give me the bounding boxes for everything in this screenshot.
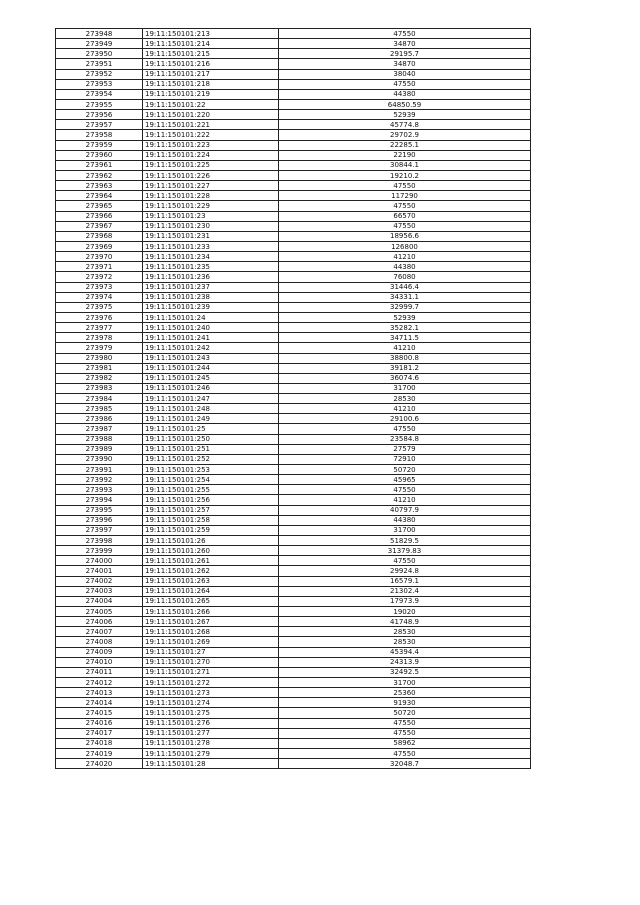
value-cell: 29702.9: [279, 130, 531, 140]
cadastral-number-cell: 19:11:150101:277: [143, 728, 279, 738]
value-cell: 72910: [279, 454, 531, 464]
value-cell: 29924.8: [279, 566, 531, 576]
row-number-cell: 274016: [56, 718, 143, 728]
row-number-cell: 274009: [56, 647, 143, 657]
cadastral-number-cell: 19:11:150101:220: [143, 110, 279, 120]
table-row: [56, 566, 531, 576]
cadastral-number-cell: 19:11:150101:236: [143, 272, 279, 282]
row-number-cell: 273950: [56, 49, 143, 59]
row-number-cell: 274019: [56, 748, 143, 758]
value-cell: 21302.4: [279, 586, 531, 596]
row-number-cell: 273999: [56, 546, 143, 556]
cadastral-number-cell: 19:11:150101:240: [143, 323, 279, 333]
table-row: [56, 525, 531, 535]
cadastral-number-cell: 19:11:150101:230: [143, 221, 279, 231]
cadastral-number-cell: 19:11:150101:270: [143, 657, 279, 667]
cadastral-number-cell: 19:11:150101:226: [143, 170, 279, 180]
table-row: [56, 596, 531, 606]
value-cell: 45394.4: [279, 647, 531, 657]
cadastral-number-cell: 19:11:150101:246: [143, 383, 279, 393]
table-row: [56, 49, 531, 59]
value-cell: 47550: [279, 718, 531, 728]
table-row: [56, 667, 531, 677]
table-row: [56, 485, 531, 495]
table-row: [56, 241, 531, 251]
table-row: [56, 333, 531, 343]
row-number-cell: 273962: [56, 170, 143, 180]
row-number-cell: 273975: [56, 302, 143, 312]
cadastral-number-cell: 19:11:150101:279: [143, 748, 279, 758]
row-number-cell: 273996: [56, 515, 143, 525]
table-row: [56, 211, 531, 221]
cadastral-number-cell: 19:11:150101:26: [143, 536, 279, 546]
value-cell: 28530: [279, 394, 531, 404]
cadastral-number-cell: 19:11:150101:273: [143, 688, 279, 698]
cadastral-number-cell: 19:11:150101:213: [143, 29, 279, 39]
value-cell: 40797.9: [279, 505, 531, 515]
table-row: [56, 688, 531, 698]
value-cell: 36074.6: [279, 373, 531, 383]
value-cell: 23584.8: [279, 434, 531, 444]
table-row: [56, 150, 531, 160]
table-row: [56, 312, 531, 322]
row-number-cell: 273973: [56, 282, 143, 292]
value-cell: 44380: [279, 89, 531, 99]
cadastral-number-cell: 19:11:150101:237: [143, 282, 279, 292]
cadastral-number-cell: 19:11:150101:252: [143, 454, 279, 464]
cadastral-number-cell: 19:11:150101:22: [143, 99, 279, 109]
row-number-cell: 273966: [56, 211, 143, 221]
table-row: [56, 718, 531, 728]
row-number-cell: 273988: [56, 434, 143, 444]
table-row: [56, 728, 531, 738]
row-number-cell: 273997: [56, 525, 143, 535]
value-cell: 34870: [279, 59, 531, 69]
table-row: [56, 221, 531, 231]
row-number-cell: 274018: [56, 738, 143, 748]
table-row: [56, 79, 531, 89]
value-cell: 76080: [279, 272, 531, 282]
table-row: [56, 353, 531, 363]
value-cell: 41210: [279, 252, 531, 262]
table-row: [56, 272, 531, 282]
cadastral-number-cell: 19:11:150101:217: [143, 69, 279, 79]
cadastral-number-cell: 19:11:150101:218: [143, 79, 279, 89]
table-row: [56, 292, 531, 302]
table-row: [56, 607, 531, 617]
value-cell: 117290: [279, 191, 531, 201]
row-number-cell: 273963: [56, 181, 143, 191]
cadastral-number-cell: 19:11:150101:219: [143, 89, 279, 99]
value-cell: 41210: [279, 495, 531, 505]
table-body: [56, 29, 531, 769]
row-number-cell: 273989: [56, 444, 143, 454]
row-number-cell: 274000: [56, 556, 143, 566]
table-row: [56, 698, 531, 708]
table-row: [56, 120, 531, 130]
cadastral-number-cell: 19:11:150101:272: [143, 678, 279, 688]
cadastral-number-cell: 19:11:150101:262: [143, 566, 279, 576]
cadastral-number-cell: 19:11:150101:278: [143, 738, 279, 748]
cadastral-number-cell: 19:11:150101:23: [143, 211, 279, 221]
value-cell: 52939: [279, 110, 531, 120]
cadastral-number-cell: 19:11:150101:266: [143, 607, 279, 617]
cadastral-number-cell: 19:11:150101:28: [143, 759, 279, 769]
table-row: [56, 252, 531, 262]
value-cell: 29195.7: [279, 49, 531, 59]
row-number-cell: 274001: [56, 566, 143, 576]
row-number-cell: 273983: [56, 383, 143, 393]
cadastral-number-cell: 19:11:150101:215: [143, 49, 279, 59]
cadastral-number-cell: 19:11:150101:248: [143, 404, 279, 414]
row-number-cell: 273994: [56, 495, 143, 505]
cadastral-number-cell: 19:11:150101:265: [143, 596, 279, 606]
cadastral-number-cell: 19:11:150101:243: [143, 353, 279, 363]
table-row: [56, 454, 531, 464]
value-cell: 50720: [279, 465, 531, 475]
value-cell: 47550: [279, 728, 531, 738]
cadastral-number-cell: 19:11:150101:228: [143, 191, 279, 201]
row-number-cell: 273954: [56, 89, 143, 99]
cadastral-number-cell: 19:11:150101:225: [143, 160, 279, 170]
cadastral-number-cell: 19:11:150101:256: [143, 495, 279, 505]
cadastral-number-cell: 19:11:150101:267: [143, 617, 279, 627]
cadastral-number-cell: 19:11:150101:214: [143, 39, 279, 49]
cadastral-number-cell: 19:11:150101:247: [143, 394, 279, 404]
value-cell: 28530: [279, 637, 531, 647]
cadastral-number-cell: 19:11:150101:223: [143, 140, 279, 150]
cadastral-number-cell: 19:11:150101:221: [143, 120, 279, 130]
cadastral-number-cell: 19:11:150101:259: [143, 525, 279, 535]
value-cell: 30844.1: [279, 160, 531, 170]
value-cell: 38800.8: [279, 353, 531, 363]
row-number-cell: 273992: [56, 475, 143, 485]
value-cell: 31446.4: [279, 282, 531, 292]
cadastral-number-cell: 19:11:150101:257: [143, 505, 279, 515]
table-row: [56, 617, 531, 627]
table-row: [56, 262, 531, 272]
value-cell: 25360: [279, 688, 531, 698]
row-number-cell: 274003: [56, 586, 143, 596]
row-number-cell: 273956: [56, 110, 143, 120]
cadastral-number-cell: 19:11:150101:254: [143, 475, 279, 485]
row-number-cell: 273965: [56, 201, 143, 211]
row-number-cell: 274012: [56, 678, 143, 688]
row-number-cell: 273990: [56, 454, 143, 464]
row-number-cell: 274011: [56, 667, 143, 677]
value-cell: 47550: [279, 556, 531, 566]
table-row: [56, 282, 531, 292]
row-number-cell: 273968: [56, 231, 143, 241]
table-row: [56, 373, 531, 383]
row-number-cell: 273964: [56, 191, 143, 201]
value-cell: 38040: [279, 69, 531, 79]
table-row: [56, 59, 531, 69]
cadastral-number-cell: 19:11:150101:27: [143, 647, 279, 657]
row-number-cell: 273952: [56, 69, 143, 79]
table-row: [56, 708, 531, 718]
table-row: [56, 170, 531, 180]
table-row: [56, 738, 531, 748]
table-row: [56, 160, 531, 170]
cadastral-number-cell: 19:11:150101:276: [143, 718, 279, 728]
value-cell: 47550: [279, 221, 531, 231]
cadastral-number-cell: 19:11:150101:275: [143, 708, 279, 718]
row-number-cell: 274002: [56, 576, 143, 586]
table-row: [56, 444, 531, 454]
value-cell: 47550: [279, 201, 531, 211]
table-row: [56, 29, 531, 39]
value-cell: 18956.6: [279, 231, 531, 241]
value-cell: 50720: [279, 708, 531, 718]
row-number-cell: 273974: [56, 292, 143, 302]
value-cell: 31700: [279, 383, 531, 393]
table-row: [56, 404, 531, 414]
table-row: [56, 515, 531, 525]
row-number-cell: 273995: [56, 505, 143, 515]
value-cell: 24313.9: [279, 657, 531, 667]
row-number-cell: 273993: [56, 485, 143, 495]
cadastral-number-cell: 19:11:150101:258: [143, 515, 279, 525]
row-number-cell: 274013: [56, 688, 143, 698]
table-row: [56, 536, 531, 546]
row-number-cell: 273949: [56, 39, 143, 49]
value-cell: 44380: [279, 262, 531, 272]
row-number-cell: 274004: [56, 596, 143, 606]
table-row: [56, 89, 531, 99]
row-number-cell: 273977: [56, 323, 143, 333]
value-cell: 41210: [279, 343, 531, 353]
table-row: [56, 343, 531, 353]
row-number-cell: 274020: [56, 759, 143, 769]
row-number-cell: 273969: [56, 241, 143, 251]
value-cell: 52939: [279, 312, 531, 322]
row-number-cell: 273960: [56, 150, 143, 160]
value-cell: 19210.2: [279, 170, 531, 180]
cadastral-number-cell: 19:11:150101:242: [143, 343, 279, 353]
table-row: [56, 546, 531, 556]
table-row: [56, 424, 531, 434]
row-number-cell: 273976: [56, 312, 143, 322]
row-number-cell: 274007: [56, 627, 143, 637]
value-cell: 31379.83: [279, 546, 531, 556]
cadastral-number-cell: 19:11:150101:222: [143, 130, 279, 140]
row-number-cell: 273961: [56, 160, 143, 170]
table-row: [56, 383, 531, 393]
table-row: [56, 99, 531, 109]
value-cell: 47550: [279, 748, 531, 758]
value-cell: 32999.7: [279, 302, 531, 312]
table-row: [56, 434, 531, 444]
cadastral-number-cell: 19:11:150101:235: [143, 262, 279, 272]
value-cell: 47550: [279, 79, 531, 89]
row-number-cell: 274005: [56, 607, 143, 617]
cadastral-number-cell: 19:11:150101:253: [143, 465, 279, 475]
row-number-cell: 273953: [56, 79, 143, 89]
cadastral-number-cell: 19:11:150101:271: [143, 667, 279, 677]
cadastral-number-cell: 19:11:150101:241: [143, 333, 279, 343]
row-number-cell: 273986: [56, 414, 143, 424]
table-row: [56, 748, 531, 758]
table-row: [56, 556, 531, 566]
row-number-cell: 273958: [56, 130, 143, 140]
cadastral-number-cell: 19:11:150101:269: [143, 637, 279, 647]
value-cell: 34711.5: [279, 333, 531, 343]
value-cell: 32048.7: [279, 759, 531, 769]
cadastral-number-cell: 19:11:150101:268: [143, 627, 279, 637]
table-row: [56, 495, 531, 505]
table-row: [56, 586, 531, 596]
table-row: [56, 130, 531, 140]
row-number-cell: 273987: [56, 424, 143, 434]
cadastral-number-cell: 19:11:150101:234: [143, 252, 279, 262]
value-cell: 17973.9: [279, 596, 531, 606]
value-cell: 39181.2: [279, 363, 531, 373]
value-cell: 35282.1: [279, 323, 531, 333]
table-row: [56, 69, 531, 79]
cadastral-number-cell: 19:11:150101:24: [143, 312, 279, 322]
value-cell: 22190: [279, 150, 531, 160]
cadastral-number-cell: 19:11:150101:249: [143, 414, 279, 424]
cadastral-number-cell: 19:11:150101:216: [143, 59, 279, 69]
row-number-cell: 273948: [56, 29, 143, 39]
table-row: [56, 181, 531, 191]
value-cell: 27579: [279, 444, 531, 454]
row-number-cell: 273981: [56, 363, 143, 373]
row-number-cell: 274017: [56, 728, 143, 738]
cadastral-number-cell: 19:11:150101:244: [143, 363, 279, 373]
cadastral-number-cell: 19:11:150101:263: [143, 576, 279, 586]
cadastral-number-cell: 19:11:150101:227: [143, 181, 279, 191]
row-number-cell: 274010: [56, 657, 143, 667]
value-cell: 31700: [279, 678, 531, 688]
row-number-cell: 274008: [56, 637, 143, 647]
table-row: [56, 678, 531, 688]
row-number-cell: 273979: [56, 343, 143, 353]
row-number-cell: 273978: [56, 333, 143, 343]
row-number-cell: 273959: [56, 140, 143, 150]
table-row: [56, 505, 531, 515]
cadastral-number-cell: 19:11:150101:25: [143, 424, 279, 434]
value-cell: 19020: [279, 607, 531, 617]
value-cell: 28530: [279, 627, 531, 637]
value-cell: 45774.8: [279, 120, 531, 130]
table-row: [56, 414, 531, 424]
value-cell: 51829.5: [279, 536, 531, 546]
table-row: [56, 191, 531, 201]
row-number-cell: 273980: [56, 353, 143, 363]
table-row: [56, 759, 531, 769]
table-row: [56, 39, 531, 49]
cadastral-number-cell: 19:11:150101:264: [143, 586, 279, 596]
row-number-cell: 274014: [56, 698, 143, 708]
cadastral-number-cell: 19:11:150101:250: [143, 434, 279, 444]
row-number-cell: 273967: [56, 221, 143, 231]
cadastral-number-cell: 19:11:150101:239: [143, 302, 279, 312]
row-number-cell: 273982: [56, 373, 143, 383]
value-cell: 126800: [279, 241, 531, 251]
cadastral-number-cell: 19:11:150101:251: [143, 444, 279, 454]
value-cell: 47550: [279, 181, 531, 191]
table-row: [56, 637, 531, 647]
cadastral-number-cell: 19:11:150101:245: [143, 373, 279, 383]
table-row: [56, 475, 531, 485]
value-cell: 32492.5: [279, 667, 531, 677]
table-row: [56, 110, 531, 120]
value-cell: 66570: [279, 211, 531, 221]
table-row: [56, 465, 531, 475]
table-row: [56, 231, 531, 241]
value-cell: 31700: [279, 525, 531, 535]
value-cell: 47550: [279, 29, 531, 39]
row-number-cell: 273972: [56, 272, 143, 282]
value-cell: 16579.1: [279, 576, 531, 586]
table-row: [56, 576, 531, 586]
row-number-cell: 273984: [56, 394, 143, 404]
table-row: [56, 201, 531, 211]
value-cell: 22285.1: [279, 140, 531, 150]
value-cell: 44380: [279, 515, 531, 525]
row-number-cell: 273985: [56, 404, 143, 414]
value-cell: 47550: [279, 424, 531, 434]
cadastral-number-cell: 19:11:150101:238: [143, 292, 279, 302]
value-cell: 64850.59: [279, 99, 531, 109]
table-row: [56, 647, 531, 657]
value-cell: 47550: [279, 485, 531, 495]
cadastral-number-cell: 19:11:150101:233: [143, 241, 279, 251]
row-number-cell: 273971: [56, 262, 143, 272]
value-cell: 45965: [279, 475, 531, 485]
value-cell: 41748.9: [279, 617, 531, 627]
value-cell: 41210: [279, 404, 531, 414]
table-row: [56, 302, 531, 312]
table-row: [56, 657, 531, 667]
value-cell: 34870: [279, 39, 531, 49]
cadastral-number-cell: 19:11:150101:231: [143, 231, 279, 241]
row-number-cell: 274006: [56, 617, 143, 627]
table-row: [56, 627, 531, 637]
cadastral-number-cell: 19:11:150101:260: [143, 546, 279, 556]
cadastral-number-cell: 19:11:150101:224: [143, 150, 279, 160]
row-number-cell: 273955: [56, 99, 143, 109]
data-table: [55, 28, 531, 769]
cadastral-number-cell: 19:11:150101:261: [143, 556, 279, 566]
row-number-cell: 273970: [56, 252, 143, 262]
cadastral-number-cell: 19:11:150101:229: [143, 201, 279, 211]
row-number-cell: 273998: [56, 536, 143, 546]
cadastral-number-cell: 19:11:150101:255: [143, 485, 279, 495]
table-row: [56, 140, 531, 150]
value-cell: 91930: [279, 698, 531, 708]
row-number-cell: 273957: [56, 120, 143, 130]
table-row: [56, 363, 531, 373]
table-row: [56, 323, 531, 333]
value-cell: 58962: [279, 738, 531, 748]
table-row: [56, 394, 531, 404]
value-cell: 29100.6: [279, 414, 531, 424]
row-number-cell: 273951: [56, 59, 143, 69]
row-number-cell: 273991: [56, 465, 143, 475]
row-number-cell: 274015: [56, 708, 143, 718]
value-cell: 34331.1: [279, 292, 531, 302]
cadastral-number-cell: 19:11:150101:274: [143, 698, 279, 708]
